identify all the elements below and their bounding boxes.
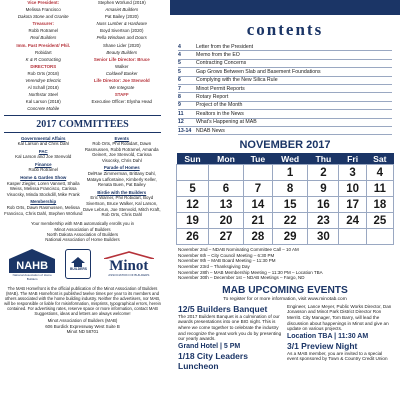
officer-role: DIRECTORS bbox=[30, 63, 57, 69]
event-line: November 6th – City Council Meeting – 6:30 PM bbox=[178, 252, 275, 258]
calendar-day: 22 bbox=[272, 213, 308, 229]
event-body: The 2017 Builders Banquet is a culmination of our awards presentations into one BIG night. This is where we come together to celebrate the industry and recognize the great work you do by presenting our yearly awards. bbox=[178, 313, 282, 342]
association-name: North Dakota Association of Builders bbox=[46, 232, 119, 238]
committee-heading: Birdie with the Builders bbox=[97, 189, 147, 195]
officer-name: Melissa Francisco bbox=[25, 7, 61, 13]
officer-entry bbox=[4, 64, 83, 84]
calendar-title: NOVEMBER 2017 bbox=[239, 139, 331, 152]
officer-name: Pat Bailey (2020) bbox=[104, 14, 139, 20]
committee-heading: Home & Garden Show bbox=[20, 175, 67, 181]
contents-page: 12 bbox=[178, 119, 184, 126]
officers-block bbox=[0, 0, 165, 114]
officer-entry bbox=[4, 43, 83, 63]
contents-item: Contracting Concerns bbox=[196, 60, 247, 67]
calendar-day: 18 bbox=[366, 197, 393, 213]
officer-org: Dakota Stone and Granite bbox=[17, 14, 69, 20]
officer-name: Kal Larson (2018) bbox=[25, 99, 61, 105]
committee-members: Rob Orts, Dawn Rasmussen, Melissa Francisco, Chris Dahl, Stephen Wörlund bbox=[4, 205, 83, 216]
calendar-day bbox=[339, 229, 366, 245]
contents-item: Memo from the EO bbox=[196, 52, 240, 59]
calendar-day: 14 bbox=[243, 197, 272, 213]
officer-org: Beauty Builders bbox=[106, 49, 138, 55]
calendar-week bbox=[177, 213, 394, 229]
committee-members: Kal Larson and Joe Stenvold bbox=[15, 154, 72, 160]
committee-heading: PAC bbox=[38, 148, 48, 154]
address-line: Minot Association of Builders (MAB) bbox=[47, 318, 118, 324]
officer-name: Rob Orts (2018) bbox=[27, 70, 59, 76]
committees-title: 2017 COMMITTEES bbox=[36, 118, 129, 130]
calendar-week bbox=[177, 197, 394, 213]
calendar-day: 21 bbox=[243, 213, 272, 229]
officer-org: Amasiet Builders bbox=[105, 7, 139, 13]
committee-heading: Governmental Affairs bbox=[21, 135, 66, 141]
event-line: November 28th – MAB Membership Meeting – 11:30 PM – Location TBA bbox=[178, 269, 323, 275]
contents-page: 9 bbox=[178, 102, 181, 109]
officer-entry bbox=[83, 28, 162, 41]
officer-org: Nuss Lumber & Hardware bbox=[96, 21, 147, 27]
event-heading: 12/5 Builders Banquet bbox=[178, 303, 268, 314]
contents-row bbox=[178, 51, 392, 59]
calendar-day: 4 bbox=[366, 165, 393, 181]
calendar-day: 7 bbox=[243, 181, 272, 197]
officer-name: Boyd Sivertson (2020) bbox=[100, 28, 144, 34]
contents-row bbox=[178, 110, 392, 118]
calendar-day: 27 bbox=[209, 229, 244, 245]
calendar-day: 2 bbox=[308, 165, 339, 181]
contents-page: 6 bbox=[178, 77, 181, 84]
contents-item: Rotary Report bbox=[196, 94, 229, 101]
association-name: National Association of Home Builders bbox=[45, 237, 120, 243]
event-footer: Location TBA | 11:30 AM bbox=[287, 332, 369, 340]
contents-row bbox=[178, 77, 392, 85]
contents-row bbox=[178, 43, 392, 51]
calendar-day: 26 bbox=[177, 229, 209, 245]
contents-page: 7 bbox=[178, 85, 181, 92]
officer-name: Walker bbox=[115, 63, 129, 69]
officer-name: Robb Rotramel bbox=[28, 28, 59, 34]
committee-members: Eric Warner, Phil Robidart, Boyd Sivertson, Bruce Walker, Kal Larson, Dave Lebrun, Joe Stenvold, Mitch Kraft, Rob Orts, Chris Dahl bbox=[82, 195, 161, 218]
officer-role: Life Director: Joe Stenvold bbox=[93, 78, 150, 84]
nahb-logo: NAHB National Association of Home Builders bbox=[9, 249, 55, 279]
officer-org: Concrete Mobile bbox=[27, 106, 60, 112]
contents-title: contents bbox=[246, 20, 324, 39]
committee-members: Kal Larson and Chris Dahl bbox=[17, 141, 69, 147]
events-list bbox=[170, 245, 400, 281]
contents-page: 5 bbox=[178, 68, 181, 75]
contents-row bbox=[178, 60, 392, 68]
officer-entry bbox=[83, 92, 162, 105]
officer-org: Verendrye Electric bbox=[25, 78, 62, 84]
calendar-day bbox=[366, 229, 393, 245]
calendar-week bbox=[177, 181, 394, 197]
enroll-note: Your membership with MAB automatically enrolls you in bbox=[31, 220, 134, 226]
right-column bbox=[170, 0, 400, 400]
event-body: Engineer, Lance Meyer, Public Works Director, Dan Jonasson and Minot Park District Director Ron Merritt. City Manager, Tom Barry, will lead the discussion about happenings in Minot and give an update on various projects. bbox=[287, 303, 392, 332]
contents-page: 4 bbox=[178, 52, 181, 59]
calendar-day bbox=[243, 165, 272, 181]
event-heading: 1/18 City Leaders Luncheon bbox=[178, 350, 248, 371]
officer-entry bbox=[83, 78, 162, 91]
upcoming-left bbox=[176, 304, 285, 371]
calendar-day: 19 bbox=[177, 213, 209, 229]
calendar-day-header: Thu bbox=[308, 153, 339, 165]
calendar-table bbox=[176, 153, 394, 245]
calendar-day-header: Tue bbox=[243, 153, 272, 165]
contents-page: 5 bbox=[178, 60, 181, 67]
calendar-day: 10 bbox=[339, 181, 366, 197]
divider bbox=[4, 132, 161, 133]
contents-page: 4 bbox=[178, 43, 181, 50]
committees-grid bbox=[0, 134, 165, 218]
builders-badge-logo: BUILDERS bbox=[65, 249, 91, 279]
event-body: As a MAB member, you are invited to a special event sponsored by Town & Country Credit Union bbox=[287, 350, 388, 362]
association-name: Minot Association of Builders bbox=[54, 226, 111, 232]
officer-role: STAFF bbox=[114, 92, 129, 98]
officer-name: Al Schall (2018) bbox=[27, 85, 59, 91]
event-line: November 2nd – NDAB Nominating Committee Call – 10 AM bbox=[178, 247, 299, 253]
contents-page: 8 bbox=[178, 94, 181, 101]
calendar-day: 8 bbox=[272, 181, 308, 197]
committee-heading: Membership bbox=[30, 199, 57, 205]
committee-members: Robb Rotramel bbox=[28, 167, 59, 173]
contents-row bbox=[178, 85, 392, 93]
calendar-day bbox=[177, 165, 209, 181]
calendar-week bbox=[177, 229, 394, 245]
officer-role: Senior Life Director: Bruce bbox=[93, 56, 150, 62]
contents-list bbox=[170, 43, 400, 135]
calendar-day: 9 bbox=[308, 181, 339, 197]
calendar-day-header: Sat bbox=[366, 153, 393, 165]
officer-entry bbox=[83, 57, 162, 77]
committees-left bbox=[4, 134, 83, 218]
calendar-day: 20 bbox=[209, 213, 244, 229]
officer-org: K & R Contracting bbox=[25, 56, 61, 62]
calendar-day: 23 bbox=[308, 213, 339, 229]
register-note: To register for or more information, visit www.minotab.com bbox=[223, 296, 347, 302]
officer-org: Coldwell Banker bbox=[105, 70, 138, 76]
officer-role: Treasurer: bbox=[32, 21, 54, 27]
calendar-day-header: Sun bbox=[177, 153, 209, 165]
contents-item: Project of the Month bbox=[196, 102, 243, 109]
event-line: November 30th – December 1st – NDAB Meetings – Fargo, ND bbox=[178, 275, 305, 281]
committee-members: DelRae Zimmerman, Brittany Dahl, Mataya Laflontaine, Kimberly Keller, Renata Buen, Pat Bailey bbox=[86, 171, 157, 188]
officer-role: Imm. Past President/ Phil. bbox=[16, 42, 71, 48]
divider bbox=[4, 115, 161, 116]
upcoming-right bbox=[285, 304, 394, 371]
contents-item: Gap Grows Between Slab and Basement Foundations bbox=[196, 68, 321, 75]
calendar-day: 30 bbox=[308, 229, 339, 245]
contents-item: NDAB News bbox=[196, 127, 225, 134]
logos-row bbox=[4, 245, 161, 283]
header-band bbox=[170, 0, 400, 15]
committee-heading: Events bbox=[114, 135, 129, 141]
calendar-day: 15 bbox=[272, 197, 308, 213]
officer-entry bbox=[83, 43, 162, 56]
event-footer: Grand Hotel | 5 PM bbox=[178, 342, 241, 350]
committee-members: Rob Orts, Phil Robidart, Dawn Rasmussen, Robb Rotramel, Amanda Geinert, Joe Stenvold, Carissa Visocsky, Chris Dahl bbox=[84, 141, 159, 163]
contents-item: Letter from the President bbox=[196, 43, 254, 50]
address-block bbox=[0, 318, 165, 334]
officer-org: Pella Windows and Doors bbox=[96, 35, 147, 41]
upcoming-events bbox=[170, 304, 400, 371]
officer-entry bbox=[83, 0, 162, 13]
committee-members: Kasper Ziegler, Loren Vannett, Shaila Weiss, Melissa Francisco, Carissa Visocsky, Minda Stockdill, Mike Frank bbox=[6, 180, 80, 197]
calendar-day: 6 bbox=[209, 181, 244, 197]
left-column bbox=[0, 0, 165, 400]
calendar-day: 29 bbox=[272, 229, 308, 245]
calendar-day: 13 bbox=[209, 197, 244, 213]
associations-list bbox=[0, 227, 165, 243]
officer-entry bbox=[4, 0, 83, 20]
officer-entry bbox=[4, 85, 83, 98]
event-heading: 3/1 Preview Night bbox=[287, 340, 358, 351]
contents-row bbox=[178, 127, 392, 135]
committees-right bbox=[83, 134, 162, 218]
calendar-day: 5 bbox=[177, 181, 209, 197]
calendar-week bbox=[177, 165, 394, 181]
upcoming-title: MAB UPCOMING EVENTS bbox=[222, 284, 348, 296]
committee-heading: Parade of Homes bbox=[103, 165, 140, 171]
officer-name: Shane Lider (2020) bbox=[102, 42, 141, 48]
contents-row bbox=[178, 93, 392, 101]
calendar-day: 1 bbox=[272, 165, 308, 181]
contents-row bbox=[178, 102, 392, 110]
contents-item: Complying with the New Silica Rule bbox=[196, 77, 278, 84]
calendar-day bbox=[209, 165, 244, 181]
calendar-day-header: Mon bbox=[209, 153, 244, 165]
officer-entry bbox=[4, 21, 83, 41]
contents-row bbox=[178, 68, 392, 76]
address-line: Minot ND 58701 bbox=[66, 328, 99, 334]
address-line: 606 Burdick Expressway West Suite B bbox=[45, 323, 120, 329]
calendar-day: 17 bbox=[339, 197, 366, 213]
calendar-day: 16 bbox=[308, 197, 339, 213]
officers-left bbox=[4, 0, 83, 114]
contents-item: Realtors in the News bbox=[196, 110, 244, 117]
officer-name: Stephen Wörlund (2019) bbox=[97, 0, 146, 5]
calendar-day: 11 bbox=[366, 181, 393, 197]
calendar-day: 24 bbox=[339, 213, 366, 229]
event-line: November 9th – MAB Board Meeting – 11:30 PM bbox=[178, 258, 276, 264]
calendar-day-header: Wed bbox=[272, 153, 308, 165]
officer-role: Vice President: bbox=[27, 0, 60, 5]
contents-item: Minot Permit Reports bbox=[196, 85, 245, 92]
calendar-day: 25 bbox=[366, 213, 393, 229]
event-line: November 23rd – Thanksgiving Day bbox=[178, 264, 250, 270]
officer-org: We Integrate bbox=[109, 85, 135, 91]
contents-item: What's Happening at MAB bbox=[196, 119, 257, 126]
calendar-day: 3 bbox=[339, 165, 366, 181]
about-paragraph: The MAB Homefront is the official publication of the Minot Association of Builders (MAB). The MAB Homefront is published twelve times per year to its members and others associated with the home building industry. Neither the advertisers, nor MAB, will be responsible or liable for misinformation, misprints, typographical errors, herein contained. For advertising rates, reserve space or more information, contact MAB Suggestions, ideas and letters are always welcome! bbox=[4, 286, 161, 317]
officer-entry bbox=[4, 99, 83, 112]
officers-right bbox=[83, 0, 162, 114]
officer-name: Robidart bbox=[34, 49, 52, 55]
officer-org: Northstar Steel bbox=[28, 92, 58, 98]
minot-logo: Minot ASSOCIATION OF BUILDERS bbox=[102, 248, 156, 280]
officer-entry bbox=[83, 14, 162, 27]
officer-org: Real Builders bbox=[30, 35, 57, 41]
officer-name: Executive Officer: Elysha Head bbox=[91, 99, 152, 105]
calendar-day-header: Fri bbox=[339, 153, 366, 165]
contents-page: 13-14 bbox=[178, 127, 192, 134]
contents-row bbox=[178, 119, 392, 127]
calendar-day: 28 bbox=[243, 229, 272, 245]
contents-page: 11 bbox=[178, 110, 184, 117]
calendar-day: 12 bbox=[177, 197, 209, 213]
committee-heading: Finance bbox=[34, 161, 52, 167]
